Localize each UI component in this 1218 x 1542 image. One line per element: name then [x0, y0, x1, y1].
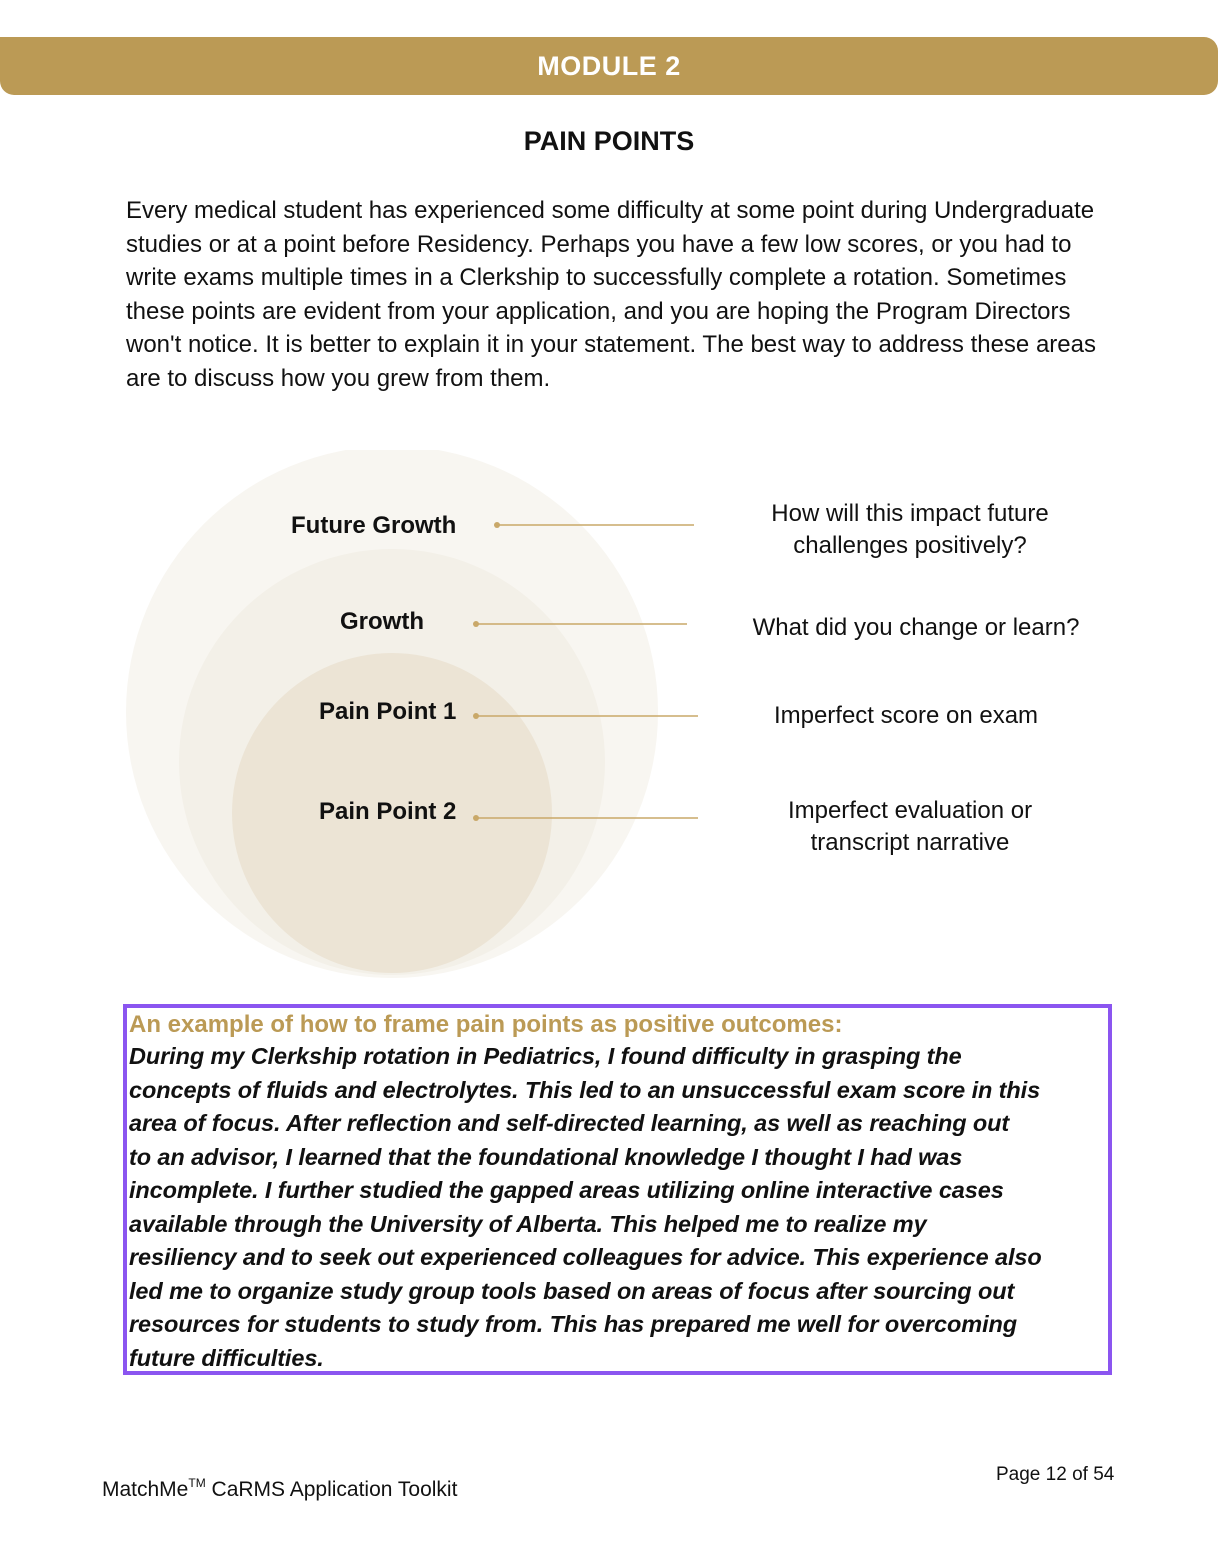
description-growth	[730, 612, 1102, 644]
example-line: available through the University of Alberta. This helped me to realize my	[129, 1210, 927, 1237]
example-line: During my Clerkship rotation in Pediatrics, I found difficulty in grasping the	[129, 1043, 962, 1069]
page-title: PAIN POINTS	[523, 126, 695, 156]
example-line: concepts of fluids and electrolytes. This led to an unsuccessful exam score in this	[129, 1076, 1041, 1103]
connector-dot-growth	[473, 621, 479, 627]
label-growth: Growth	[340, 608, 424, 635]
description-pain-point-1	[726, 700, 1086, 732]
example-body	[127, 1040, 1108, 1375]
example-line: incomplete. I further studied the gapped areas utilizing online interactive cases	[129, 1177, 1004, 1203]
example-heading: An example of how to frame pain points as positive outcomes:	[129, 1011, 843, 1038]
pain-points-diagram	[0, 450, 1218, 980]
description-line: What did you change or learn?	[752, 614, 1080, 641]
module-header-bar	[0, 37, 1218, 95]
example-line: resiliency and to seek out experienced colleagues for advice. This experience also	[129, 1244, 1042, 1270]
example-line: area of focus. After reflection and self-directed learning, as well as reaching out	[129, 1110, 1010, 1136]
footer-brand	[102, 1476, 457, 1502]
intro-paragraph: Every medical student has experienced some difficulty at some point during Undergraduate studies or at a point before Residency. Perhaps you have a few low scores, or you had to write exams multiple times in a Clerkship to successfully complete a rotation. Sometimes these points are evident from your application, and you are hoping the Program Directors won't notice. It is better to explain it in your statement. The best way to address these areas are to discuss how you grew from them.	[126, 197, 1096, 392]
example-line: resources for students to study from. This has prepared me well for overcoming	[129, 1311, 1018, 1337]
trademark-mark: TM	[188, 1476, 206, 1490]
description-line: transcript narrative	[810, 829, 1010, 856]
module-label: MODULE 2	[537, 50, 681, 81]
label-future-growth: Future Growth	[291, 512, 457, 539]
example-box	[123, 1004, 1112, 1375]
footer-brand-name: MatchMe	[102, 1478, 189, 1501]
label-pain-point-1: Pain Point 1	[319, 698, 457, 725]
connector-dot-pain-point-1	[473, 713, 479, 719]
label-pain-point-2: Pain Point 2	[319, 798, 457, 825]
example-line: led me to organize study group tools based on areas of focus after sourcing out	[129, 1277, 1015, 1304]
description-pain-point-2	[730, 795, 1090, 859]
example-line: to an advisor, I learned that the foundational knowledge I thought I had was	[129, 1143, 963, 1170]
example-line: future difficulties.	[129, 1344, 324, 1371]
description-future-growth	[730, 498, 1090, 562]
footer-brand-suffix: CaRMS Application Toolkit	[205, 1478, 458, 1501]
description-line: challenges positively?	[793, 532, 1027, 559]
connector-dot-pain-point-2	[473, 815, 479, 821]
description-line: Imperfect evaluation or	[787, 797, 1033, 824]
description-line: Imperfect score on exam	[773, 702, 1039, 729]
page-number: Page 12 of 54	[996, 1464, 1115, 1485]
connector-dot-future-growth	[494, 522, 500, 528]
description-line: How will this impact future	[771, 500, 1049, 527]
